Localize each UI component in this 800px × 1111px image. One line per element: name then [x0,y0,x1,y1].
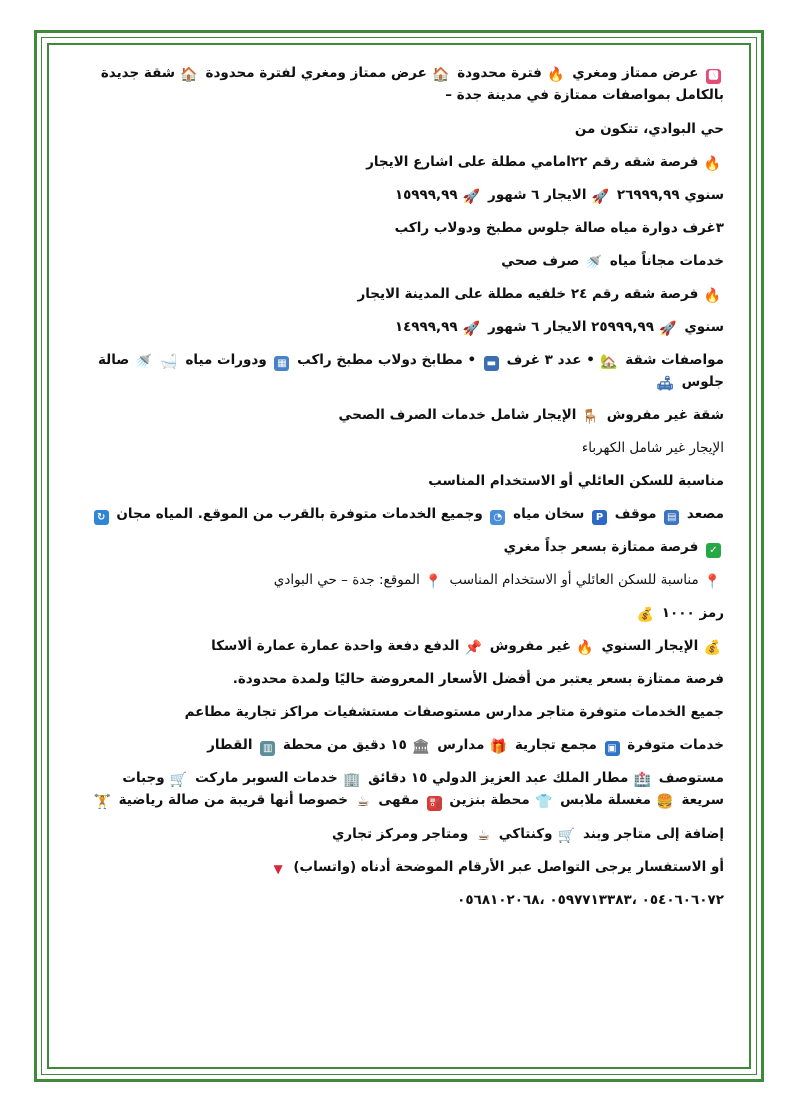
text: وجبات سريعة [122,770,724,808]
water-icon: ↻ [94,510,109,525]
headline-part: فترة محدودة [457,65,542,81]
house-icon: 🏠 [180,67,198,83]
text: ٣غرف دوارة مياه صالة جلوس مطبخ ودولاب راكب [394,220,724,236]
cart-icon: 🛒 [169,772,188,788]
line-nearby [76,767,724,811]
text: خدمات متوفرة [627,737,724,753]
text: وجميع الخدمات متوفرة بالقرب من الموقع. المياه مجان [116,506,483,522]
text: صالة جلوس [97,352,724,390]
bathtub-icon: 🛁 [160,354,178,370]
rocket-icon: 🚀 [462,321,481,337]
text: خدمات مجاناً مياه [609,253,724,269]
text: وكنتاكي [498,826,553,842]
text: مطار الملك عبد العزيز الدولي ١٥ دقائق [368,770,629,786]
text: خصوصا أنها قريبة من صالة رياضية [118,792,348,808]
headline [76,62,724,106]
text: مواصفات شقة [625,352,724,368]
clock-icon: ◔ [490,510,505,525]
text: فرصة شقه رقم ٢٤ خلفيه مطلة على المدينة الايجار [357,286,699,302]
text: • مطابخ دولاب مطبخ راكب [297,352,477,368]
line-location [76,569,724,591]
rocket-icon: 🚀 [591,189,610,205]
shower-icon: 🚿 [584,255,603,271]
text: صرف صحي [501,253,580,269]
rocket-icon: 🚀 [659,321,677,337]
check-icon: ✓ [706,543,721,558]
text: ١٤٩٩٩,٩٩ [394,319,458,335]
text: خدمات السوبر ماركت [195,770,338,786]
text: إضافة إلى متاجر وبند [582,826,724,842]
pin-icon: 📍 [703,574,721,590]
line-best-price [76,668,724,690]
text: الموقع: جدة – حي البوادي [273,572,420,588]
fire-icon: 🔥 [703,288,721,304]
text: الايجار ٦ شهور [488,187,587,203]
triangle-down-icon: ▼ [273,862,283,876]
house-icon: 🏠 [432,67,450,83]
text: أو الاستفسار يرجى التواصل عبر الأرقام الموضحة أدناه (واتساب) [293,859,724,875]
train-icon: ▥ [260,741,275,756]
text: • عدد ٣ غرف [506,352,595,368]
headline-part: عرض ممتاز ومغري لفترة محدودة [205,65,427,81]
building-icon: 🏢 [342,772,361,788]
line-offer-22 [76,151,724,173]
text: القطار [207,737,253,753]
lock-icon: ▣ [605,741,620,756]
text: الإيجار السنوي [601,638,699,654]
line-great-deal [76,536,724,558]
line-amenities [76,503,724,525]
text: موقف [614,506,657,522]
line-unfurnished [76,404,724,426]
text: مصعد [686,506,724,522]
text: ١٥٩٩٩,٩٩ [394,187,458,203]
gym-icon: 🏋 [93,794,111,810]
burger-icon: 🍔 [656,794,674,810]
text: سخان مياه [513,506,585,522]
line-shops [76,823,724,845]
coffee-icon: ☕ [477,828,490,844]
line-phones [76,889,724,911]
line-electricity [76,437,724,459]
text: جميع الخدمات متوفرة متاجر مدارس مستوصفات مستشفيات مراكز تجارية مطاعم [184,704,724,720]
listing-text [76,62,724,922]
text: غير مفروش [489,638,572,654]
line-district [76,118,724,140]
bank-icon: 🏛 [411,739,430,755]
grid-icon: ▦ [274,356,289,371]
text: الإيجار شامل خدمات الصرف الصحي [338,407,577,423]
text: حي البوادي، تتكون من [574,121,724,137]
text: مجمع تجارية [514,737,597,753]
shower-icon: 🚿 [134,354,153,370]
hospital-icon: 🏥 [633,772,652,788]
shirt-icon: 👕 [535,794,553,810]
text: الإيجار غير شامل الكهرباء [581,440,724,456]
rocket-icon: 🚀 [462,189,481,205]
line-rooms [76,217,724,239]
text: رمز ١٠٠٠ [661,605,724,621]
headline-part: شقة جديدة بالكامل بمواصفات ممتازة في مدينة جدة – [100,65,724,103]
line-offer-24 [76,283,724,305]
pin-icon: 📍 [424,574,443,590]
fire-icon: 🔥 [547,67,565,83]
fuel-pump-icon: ⛽ [427,798,441,809]
text: ١٥ دقيق من محطة [282,737,407,753]
line-specs [76,349,724,393]
fire-icon: 🔥 [703,156,721,172]
sofa-icon: 🛋 [656,376,674,392]
text: سنوي [684,319,724,335]
text: مقهى [378,792,420,808]
line-price-24 [76,316,724,338]
line-suitable [76,470,724,492]
text: فرصة شقه رقم ٢٢امامي مطلة على اشارع الايجار [366,154,699,170]
phone-numbers[interactable]: ٠٥٤٠٦٠٦٠٧٢ ،٠٥٩٧٧١٣٣٨٣ ،٠٥٦٨١٠٢٠٦٨ [457,892,724,908]
line-all-services [76,701,724,723]
text: ومتاجر ومركز تجاري [332,826,469,842]
line-contact [76,856,724,878]
text: محطة بنزين [449,792,530,808]
parking-icon: P [592,510,607,525]
fire-icon: 🔥 [576,640,594,656]
coffee-icon: ☕ [356,794,370,810]
text: ودورات مياه [185,352,267,368]
line-free-services [76,250,724,272]
text: مدارس [437,737,485,753]
text: ٢٥٩٩٩,٩٩ الايجار ٦ شهور [488,319,654,335]
text: مغسلة ملابس [560,792,652,808]
letter-a-icon: 🅰 [706,69,721,84]
gift-icon: 🎁 [489,739,508,755]
text: فرصة ممتازة بسعر جداً مغري [503,539,699,555]
money-bag-icon: 💰 [703,640,721,656]
text: شقة غير مفروش [606,407,724,423]
text: مناسبة للسكن العائلي أو الاستخدام المناسب [449,572,699,588]
house-icon: 🏡 [600,354,618,370]
line-price-22 [76,184,724,206]
chair-icon: 🪑 [581,409,600,425]
cart-icon: 🛒 [557,828,576,844]
line-code [76,602,724,624]
text: الدفع دفعة واحدة عمارة عمارة ألاسكا [211,638,460,654]
text: مستوصف [658,770,724,786]
line-annual [76,635,724,657]
headline-part: عرض ممتاز ومغري [572,65,699,81]
text: فرصة ممتازة بسعر يعتبر من أفضل الأسعار المعروضة حاليًا ولمدة محدودة. [232,671,724,687]
money-bag-icon: 💰 [636,607,655,623]
elevator-icon: ▤ [664,510,679,525]
line-services-available [76,734,724,756]
text: مناسبة للسكن العائلي أو الاستخدام المناسب [428,473,724,489]
bed-icon: ▬ [484,356,499,371]
pushpin-icon: 📌 [464,640,483,656]
text: سنوي ٢٦٩٩٩,٩٩ [616,187,724,203]
